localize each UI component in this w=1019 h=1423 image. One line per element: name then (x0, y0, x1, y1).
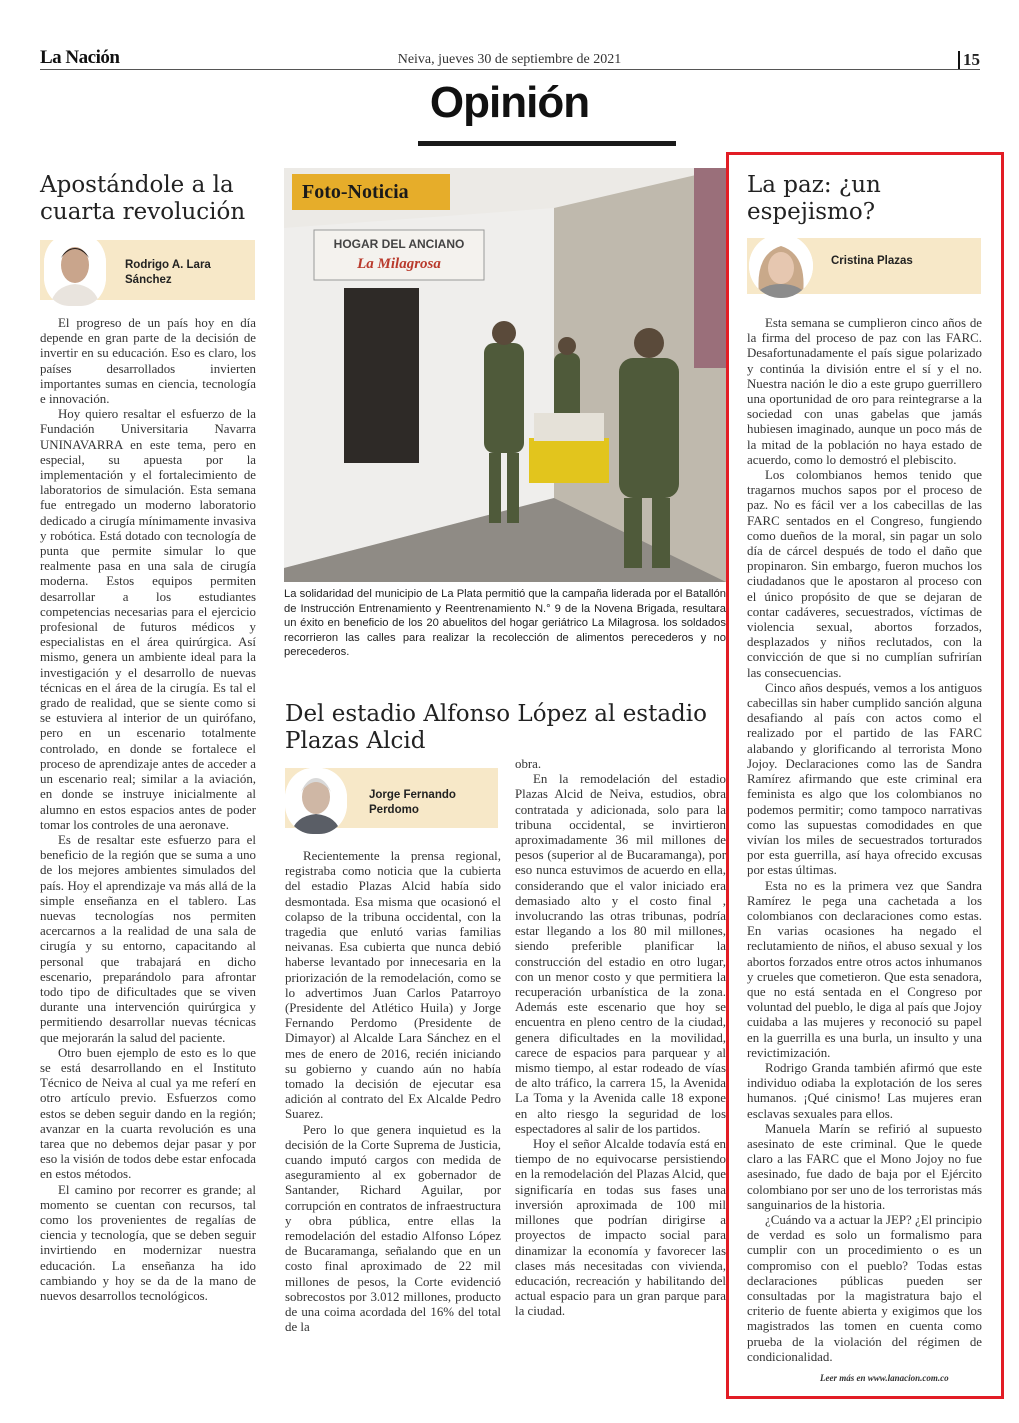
article-body-2a (285, 849, 501, 1336)
author-name: Rodrigo A. Lara Sánchez (125, 259, 211, 286)
paragraph: Manuela Marín se refirió al supuesto asesinato de este criminal. Que le quede claro a las FARC que el Mono Jojoy no fue asesinado, fue dado de baja por el Ejército colombiano por ser uno de los terroristas más sanguinarios de la historia. (747, 1121, 982, 1212)
article-headline-2: Del estadio Alfonso López al estadio Plazas Alcid (285, 701, 707, 754)
paragraph: Esta no es la primera vez que Sandra Ramírez le pega una cachetada a los colombianos con declaraciones como estas. En varias ocasiones ha negado el reclutamiento de niños, el abuso sexual y los abortos forzados entre otros actos inhumanos y crueles que cometieron. Que esta senadora, que no está sentada en el Congreso por voluntad del pueblo, le diga al país que Jojoy cuidaba a las mujeres y reconoció su papel en la guerrilla es una burla, un insulto y una revictimización. (747, 878, 982, 1060)
article-body (40, 316, 256, 1304)
paragraph: Cinco años después, vemos a los antiguos cabecillas sin haber cumplido sanción alguna desafiando al país con actos como el realizado por el partido de las FARC alabando y glorificando al terrorista Mono Jojoy. Declaraciones como las de Sandra Ramírez afirmando que este criminal era feminista es algo que los colombianos no podemos permitir; como tampoco narrativas como las supuestas comodidades en que vivían los miles de secuestrados torturados por esta guerrilla, así haya ofrecido excusas por estas últimas. (747, 680, 982, 878)
header-rule (40, 69, 980, 70)
paragraph: Otro buen ejemplo de esto es lo que se está desarrollando en el Instituto Técnico de Neiva al cual ya me referí en otro artículo previo. Esfuerzos como estos se deben seguir dando en la región; avanzar en la cuarta revolución es una tarea que no debemos dejar pasar y por eso la visión de todos debe estar enfocada en estos métodos. (40, 1045, 256, 1182)
paragraph: obra. (515, 757, 542, 771)
paragraph: Rodrigo Granda también afirmó que este individuo odiaba la explotación de los seres humanos. ¡Qué cinismo! Las mujeres eran esclavas sexuales para ellos. (747, 1060, 982, 1121)
paragraph: Los colombianos hemos tenido que tragarnos muchos sapos por el proceso de paz. No es fácil ver a los cabecillas de las FARC sentados en el Congreso, fungiendo como dueños de la moral, sin pagar un solo día de cárcel después de todo el daño que propinaron. Sin embargo, fueron muchos los ciudadanos que le apostaron al proceso con el único propósito de que se dejaran de contar cadáveres, secuestrados, víctimas de violencia sexual, abortos forzados, desplazados y niños reclutados, con la convicción de que si no cumplían sufrirían las consecuencias. (747, 468, 982, 680)
author-portrait-icon-3 (749, 234, 813, 298)
article-body-2b (515, 757, 726, 1320)
paragraph: Recientemente la prensa regional, registraba como noticia que la cubierta del estadio Plazas Alcid había sido desmontada. Esa misma que ocasionó el colapso de la tribuna occidental, con la tragedia que enlutó varias familias neivanas. Esa cubierta que nunca debió haberse levantado por innecesaria en la priorización de la remodelación, como se lo advertimos Juan Carlos Patarroyo (Presidente del Atlético Huila) y Jorge Fernando Perdomo (Presidente de Dimayor) al Alcalde Lara Sánchez en el mes de enero de 2016, recién iniciando su gobierno y cuando aún no había tomado la decisión de ejecutar esa adición al contrato del Ex Alcalde Pedro Suarez. (285, 849, 501, 1122)
author-avatar (44, 234, 106, 306)
read-more-link[interactable]: Leer más en www.lanacion.com.co (820, 1373, 949, 1383)
author-avatar-2 (285, 768, 347, 834)
paragraph: Pero lo que genera inquietud es la decisión de la Corte Suprema de Justicia, cuando imputó cargos con medida de aseguramiento al ex gobernador de Santander, Richard Aguilar, por corrupción en contratos de infraestructura y obra pública, entre ellas la remodelación del estadio Alfonso López de Bucaramanga, señalando que en un costo final aproximado de 22 mil millones de pesos, la Corte evidenció sobrecostos por 3.012 millones, producto de una coima acordada del 16% del total de la (285, 1122, 501, 1335)
article-body-3 (747, 316, 982, 1365)
photo-caption: La solidaridad del municipio de La Plata permitió que la campaña liderada por el Batallón de Instrucción Entrenamiento y Reentrenamiento N.° 9 de la Novena Brigada, resultara un éxito en beneficio de los 20 abuelitos del hogar geriátrico La Milagrosa. los soldados recorrieron las calles para realizar la recolección de alimentos perecederos y no perecederos. (284, 588, 726, 658)
author-box-3 (747, 238, 981, 294)
news-photo (284, 168, 726, 582)
paragraph: El camino por recorrer es grande; al momento se cuentan con recursos, tal como los provenientes de regalías de ciencia y tecnología, que se deben seguir invirtiendo en modernizar nuestra educación. La enseñanza ha ido cambiando y hoy se da de la mano de nuevos desarrollos tecnológicos. (40, 1182, 256, 1303)
author-name-2: Jorge Fernando Perdomo (369, 789, 456, 816)
paragraph: ¿Cuándo va a actuar la JEP? ¿El principio de verdad es solo un formalismo para cumplir con un procedimiento o es un compromiso con el pueblo? Todas estas declaraciones públicas pueden ser consultadas por la magistratura bajo el criterio de fuente abierta y exigimos que los magistrados las tomen en cuenta como prueba de la violación del régimen de condicionalidad. (747, 1212, 982, 1364)
masthead-logo: La Nación (40, 47, 120, 68)
foto-noticia-tag: Foto-Noticia (292, 174, 450, 210)
author-portrait-icon-2 (285, 768, 347, 834)
paragraph: El progreso de un país hoy en día depende en gran parte de la decisión de invertir en su educación. Eso es claro, los países desarrollados invierten importantes sumas en ciencia, tecnología e innovación. (40, 316, 256, 407)
section-underline (418, 141, 676, 146)
dateline: Neiva, jueves 30 de septiembre de 2021 (397, 52, 622, 67)
soldiers-photo-illustration (284, 168, 726, 582)
sign-text-2: La Milagrosa (357, 256, 441, 272)
sign-text: HOGAR DEL ANCIANO (333, 237, 465, 251)
author-box (40, 240, 255, 300)
author-portrait-icon (44, 234, 106, 306)
page-number: 15 (958, 51, 980, 69)
article-headline-3: La paz: ¿un espejismo? (747, 172, 881, 225)
section-title: Opinión (429, 78, 590, 127)
paragraph: Es de resaltar este esfuerzo para el beneficio de la región que se suma a uno de los mejores ambientes simulados del país. Hoy el aprendizaje va más allá de la simple enseñanza en el tablero. Las nuevas tecnologías nos permiten acercarnos a la realidad de una sala de cirugía y su entorno, capacitando al personal que trabajará en dicho escenario, preparándolo para afrontar todo tipo de dificultades que se viven durante una intervención quirúrgica y permitiendo desarrollar nuevas técnicas que mejorarán la salud del paciente. (40, 832, 256, 1045)
author-name-3: Cristina Plazas (831, 255, 913, 267)
author-box-2 (285, 768, 498, 828)
author-avatar-3 (749, 234, 813, 298)
paragraph: Esta semana se cumplieron cinco años de la firma del proceso de paz con las FARC. Desafortunadamente el país sigue polarizado y continúa la división entre el sí y el no. Nuestra nación le dio a este grupo guerrillero una oportunidad de oro para reintegrarse a la sociedad con unas gabelas que jamás hubiesen imaginado, aunque un poco más de la mitad de la población no haya estado de acuerdo, como lo demostró el plebiscito. (747, 316, 982, 467)
paragraph: Hoy el señor Alcalde todavía está en tiempo de no equivocarse persistiendo en la remodelación del Plazas Alcid, que significaría en todas sus fases una inversión aproximada de 100 mil millones que podrían dirigirse a proyectos de impacto social para dinamizar la economía y favorecer las clases más necesitadas con vivienda, educación, recreación y habilitando del actual espacio para un gran parque para la ciudad. (515, 1137, 726, 1319)
paragraph: En la remodelación del estadio Plazas Alcid de Neiva, estudios, obra contratada y adicionada, solo para la tribuna occidental, se invirtieron aproximadamente 36 mil millones de pesos (superior al de Bucaramanga), por eso nunca estuvimos de acuerdo en ella, considerando que el valor iniciado era demasiado alto y el costo final , involucrando las otras tribunas, podría estar llegando a los 80 mil millones, siendo preferible planificar la construcción del estadio en otro lugar, con un menor costo y que permitiera la recuperación urbanística de la zona. Además este escenario que hoy se encuentra en pleno centro de la ciudad, genera dificultades en la movilidad, carece de espacios para parquear y al mismo tiempo, al estar rodeado de vías de alto tráfico, la carrera 15, la Avenida La Toma y la Avenida calle 18 expone en alto riesgo la seguridad de los espectadores al salir de los partidos. (515, 772, 726, 1136)
paragraph: Hoy quiero resaltar el esfuerzo de la Fundación Universitaria Navarra UNINAVARRA en este tema, pero en especial, su apuesta por la implementación y el fortalecimiento de laboratorios de simulación. Esta semana fue entregado un moderno laboratorio dedicado a cirugía mínimamente invasiva y robótica. Está dotado con tecnología de punta que permite simular lo que realmente pasa en una sala de cirugía moderna. Estos equipos permiten desarrollar a los estudiantes competencias necesarias para el ejercicio profesional de futuros médicos y especialistas en el área quirúrgica. Así mismo, genera un ambiente ideal para la investigación y el desarrollo de nuevas técnicas en el área de la cirugía. Es tal el grado de realidad, que se siente como si se estuviera al interior de un quirófano, pero en un escenario totalmente controlado, en donde se fortalece el proceso de aprendizaje antes de acceder a un escenario real; similar a la aviación, en donde se instruye inicialmente al alumno en estos espacios antes de poder tomar los controles de una aeronave. (40, 407, 256, 832)
article-headline: Apostándole a la cuarta revolución (40, 172, 246, 225)
